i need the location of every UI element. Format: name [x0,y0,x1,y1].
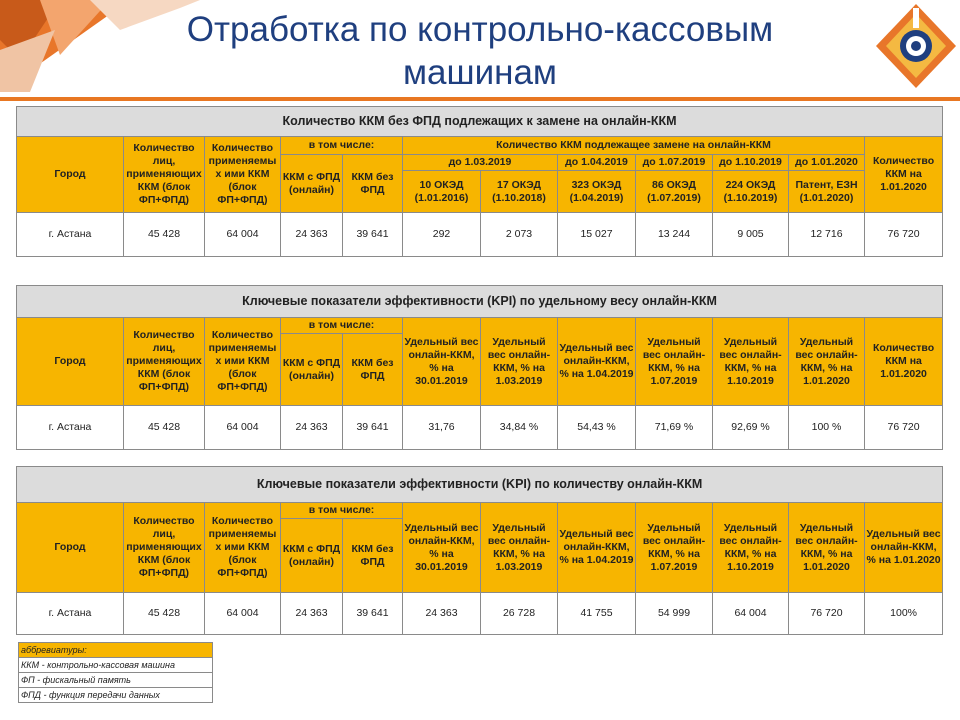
table-cell: 64 004 [205,593,281,635]
table-caption: Количество ККМ без ФПД подлежащих к замене на онлайн-ККМ [17,107,943,137]
col-header-share-now: Удельный вес онлайн-ККМ, % на 30.01.2019 [403,318,481,406]
col-header-kkm-nofpd: ККМ без ФПД [343,155,403,213]
abbreviation-item: ФП - фискальный память [19,673,213,688]
col-header-used: Количество применяемы х ими ККМ (блок ФП+ФПД) [205,503,281,593]
table-cell: 45 428 [124,213,205,257]
col-header-share: Удельный вес онлайн-ККМ, % на 1.04.2019 [558,318,636,406]
col-header-kkm-nofpd: ККМ без ФПД [343,334,403,406]
page-title [0,8,960,94]
table-cell: 24 363 [281,593,343,635]
table-cell: 13 244 [636,213,713,257]
col-header-date: до 1.04.2019 [558,155,636,171]
table-row [17,406,943,450]
table-cell: 45 428 [124,593,205,635]
col-header-used: Количество применяемы х ими ККМ (блок ФП+ФПД) [205,137,281,213]
table-cell: 54,43 % [558,406,636,450]
table-cell: 76 720 [865,213,943,257]
col-header-share: Удельный вес онлайн-ККМ, % на 1.01.2020 [789,503,865,593]
table-cell: 64 004 [205,213,281,257]
col-header-city: Город [17,137,124,213]
col-header-share: Удельный вес онлайн-ККМ, % на 1.07.2019 [636,318,713,406]
col-header-group: 86 ОКЭД (1.07.2019) [636,171,713,213]
table-cell: 24 363 [403,593,481,635]
table-cell: 15 027 [558,213,636,257]
table-kpi-count [16,466,943,635]
table-cell: 45 428 [124,406,205,450]
table-caption: Ключевые показатели эффективности (KPI) по удельному весу онлайн-ККМ [17,286,943,318]
abbreviation-item: ФПД - функция передачи данных [19,688,213,703]
col-header-date: до 1.10.2019 [713,155,789,171]
col-header-replace: Количество ККМ подлежащее замене на онлайн-ККМ [403,137,865,155]
table-cell: 12 716 [789,213,865,257]
col-header-date: до 1.03.2019 [403,155,558,171]
page-title-line2: машинам [402,53,557,92]
tax-service-emblem-logo [876,4,956,88]
col-header-city: Город [17,318,124,406]
table-cell: 64 004 [713,593,789,635]
col-header-share: Удельный вес онлайн-ККМ, % на 1.10.2019 [713,318,789,406]
col-header-users: Количество лиц, применяющих ККМ (блок ФП+ФПД) [124,137,205,213]
col-header-incl: в том числе: [281,318,403,334]
col-header-share: Удельный вес онлайн-ККМ, % на 1.01.2020 [789,318,865,406]
col-header-total: Количество ККМ на 1.01.2020 [865,318,943,406]
table-cell: 31,76 [403,406,481,450]
table-cell: 9 005 [713,213,789,257]
table-cell: г. Астана [17,213,124,257]
table-row [17,213,943,257]
table-cell: 26 728 [481,593,558,635]
col-header-used: Количество применяемы х ими ККМ (блок ФП+ФПД) [205,318,281,406]
table-cell: 24 363 [281,406,343,450]
table-cell: 39 641 [343,213,403,257]
col-header-city: Город [17,503,124,593]
col-header-kkm-fpd: ККМ с ФПД (онлайн) [281,155,343,213]
col-header-share: Удельный вес онлайн-ККМ, % на 1.03.2019 [481,318,558,406]
col-header-kkm-nofpd: ККМ без ФПД [343,519,403,593]
table-cell: г. Астана [17,593,124,635]
table-cell: 24 363 [281,213,343,257]
header-divider [0,97,960,101]
table-cell: 41 755 [558,593,636,635]
col-header-share: Удельный вес онлайн-ККМ, % на 1.03.2019 [481,503,558,593]
table-kpi-share [16,285,943,450]
col-header-users: Количество лиц, применяющих ККМ (блок ФП+ФПД) [124,503,205,593]
col-header-incl: в том числе: [281,503,403,519]
table-cell: 39 641 [343,593,403,635]
abbreviations-heading: аббревиатуры: [19,643,213,658]
col-header-group: 323 ОКЭД (1.04.2019) [558,171,636,213]
table-cell: 292 [403,213,481,257]
table-cell: 34,84 % [481,406,558,450]
col-header-group: Патент, ЕЗН (1.01.2020) [789,171,865,213]
table-cell: 39 641 [343,406,403,450]
col-header-share: Удельный вес онлайн-ККМ, % на 1.10.2019 [713,503,789,593]
col-header-incl: в том числе: [281,137,403,155]
col-header-kkm-fpd: ККМ с ФПД (онлайн) [281,334,343,406]
table-cell: 92,69 % [713,406,789,450]
col-header-group: 17 ОКЭД (1.10.2018) [481,171,558,213]
table-cell: г. Астана [17,406,124,450]
table-cell: 100% [865,593,943,635]
col-header-group: 224 ОКЭД (1.10.2019) [713,171,789,213]
table-kkm-replacement [16,106,943,257]
col-header-share: Удельный вес онлайн-ККМ, % на 1.04.2019 [558,503,636,593]
page-title-line1: Отработка по контрольно-кассовым [186,10,774,49]
col-header-users: Количество лиц, применяющих ККМ (блок ФП+ФПД) [124,318,205,406]
col-header-date: до 1.07.2019 [636,155,713,171]
table-cell: 76 720 [789,593,865,635]
abbreviations-legend [18,642,213,703]
table-cell: 54 999 [636,593,713,635]
table-row [17,593,943,635]
col-header-kkm-fpd: ККМ с ФПД (онлайн) [281,519,343,593]
col-header-share: Удельный вес онлайн-ККМ, % на 1.07.2019 [636,503,713,593]
table-cell: 2 073 [481,213,558,257]
table-cell: 64 004 [205,406,281,450]
table-cell: 76 720 [865,406,943,450]
col-header-date: до 1.01.2020 [789,155,865,171]
col-header-group: 10 ОКЭД (1.01.2016) [403,171,481,213]
col-header-share: Удельный вес онлайн-ККМ, % на 1.01.2020 [865,503,943,593]
abbreviation-item: ККМ - контрольно-кассовая машина [19,658,213,673]
col-header-total: Количество ККМ на 1.01.2020 [865,137,943,213]
col-header-share-now: Удельный вес онлайн-ККМ, % на 30.01.2019 [403,503,481,593]
table-caption: Ключевые показатели эффективности (KPI) по количеству онлайн-ККМ [17,467,943,503]
table-cell: 100 % [789,406,865,450]
table-cell: 71,69 % [636,406,713,450]
